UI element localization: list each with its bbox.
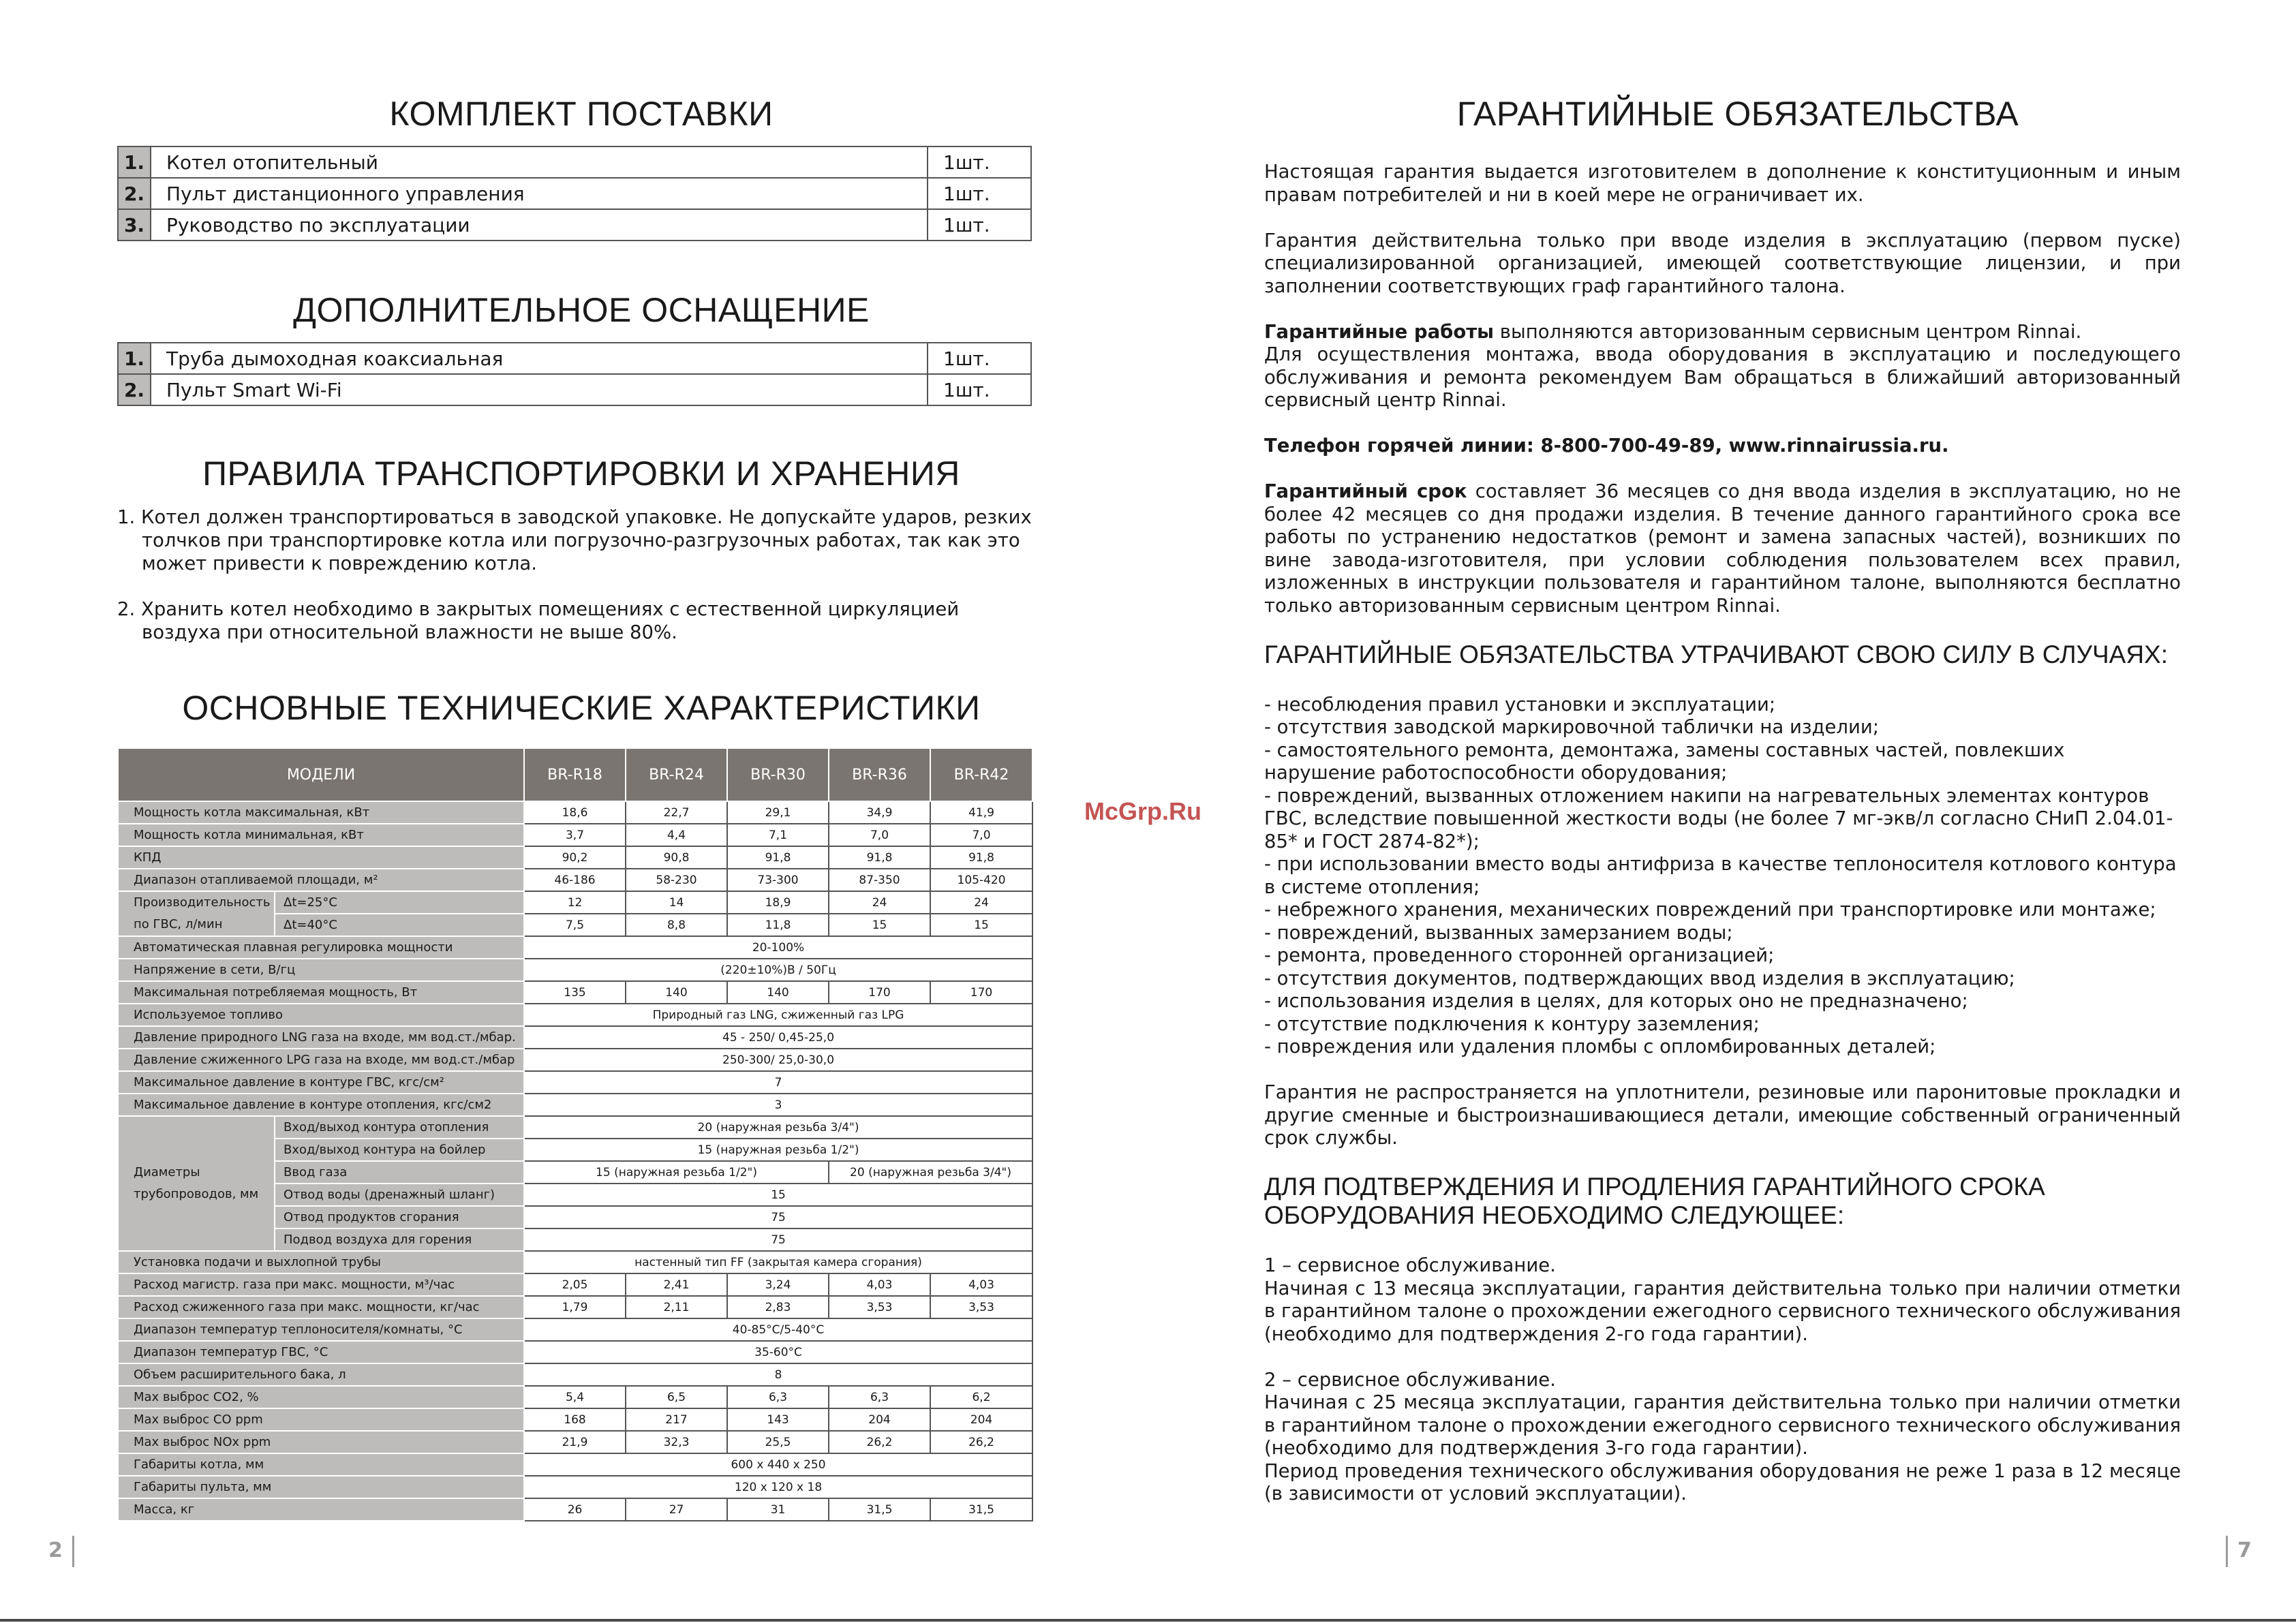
row-sublabel: Вход/выход контура отопления bbox=[275, 1116, 524, 1139]
cell-value: 168 bbox=[524, 1408, 626, 1431]
cell-value: 31 bbox=[727, 1498, 829, 1521]
cell-value: 120 х 120 х 18 bbox=[524, 1476, 1032, 1498]
cell-value: 143 bbox=[727, 1408, 829, 1431]
table-row bbox=[118, 936, 1032, 959]
row-label: Используемое топливо bbox=[118, 1004, 524, 1026]
cell-value: 45 - 250/ 0,45-25,0 bbox=[524, 1026, 1032, 1049]
rule-item: 1. Котел должен транспортироваться в заводской упаковке. Не допускайте ударов, резких толчков при транспортировке котла или погрузочно-разгрузочных работах, так как это может привести к повреждению котла. bbox=[117, 506, 1032, 574]
cell-value: 29,1 bbox=[727, 801, 829, 824]
cell-value: 1,79 bbox=[524, 1296, 626, 1318]
cell-value: 18,6 bbox=[524, 801, 626, 824]
cell-value: 26,2 bbox=[829, 1431, 930, 1453]
warranty-title: ГАРАНТИЙНЫЕ ОБЯЗАТЕЛЬСТВА bbox=[1456, 95, 2019, 133]
group-label-line: Диаметры bbox=[134, 1165, 200, 1179]
cell-value: 41,9 bbox=[930, 801, 1032, 824]
table-row bbox=[118, 1251, 1032, 1273]
row-number: 2. bbox=[118, 178, 151, 209]
paragraph-text: Для осуществления монтажа, ввода оборудования в эксплуатацию и последующего обслуживания и ремонта рекомендуем Вам обращаться в ближайший авторизованный сервисный центр Rinnai. bbox=[1264, 343, 2181, 411]
cell-value: 5,4 bbox=[524, 1386, 626, 1408]
cell-value: 18,9 bbox=[727, 891, 829, 914]
row-label: Давление природного LNG газа на входе, мм вод.ст./мбар. bbox=[118, 1026, 524, 1049]
cell-value: 11,8 bbox=[727, 914, 829, 936]
cell-value: (220±10%)В / 50Гц bbox=[524, 959, 1032, 981]
table-row bbox=[118, 374, 1031, 405]
cell-value: 75 bbox=[524, 1228, 1032, 1251]
list-item: - несоблюдения правил установки и эксплуатации; bbox=[1264, 693, 1776, 715]
table-row bbox=[118, 1296, 1032, 1318]
item-qty: 1шт. bbox=[928, 343, 1031, 374]
cell-value: 4,4 bbox=[626, 824, 727, 846]
cell-value: 135 bbox=[524, 981, 626, 1004]
cell-value: 6,3 bbox=[727, 1386, 829, 1408]
table-row bbox=[118, 343, 1031, 374]
page-number-divider bbox=[2226, 1536, 2228, 1567]
item-name: Котел отопительный bbox=[151, 146, 928, 178]
table-row bbox=[118, 1498, 1032, 1521]
list-item: - повреждения или удаления пломбы с опломбированных деталей; bbox=[1264, 1036, 1936, 1057]
row-label: КПД bbox=[118, 846, 524, 869]
row-label: Мощность котла максимальная, кВт bbox=[118, 801, 524, 824]
warranty-paragraph bbox=[1264, 321, 2181, 412]
row-label: Расход сжиженного газа при макс. мощности, кг/час bbox=[118, 1296, 524, 1318]
cell-value: 140 bbox=[626, 981, 727, 1004]
model-name: BR-R36 bbox=[829, 748, 930, 801]
cell-value: 4,03 bbox=[829, 1273, 930, 1296]
row-label: Max выброс NOx ppm bbox=[118, 1431, 524, 1453]
list-item: - самостоятельного ремонта, демонтажа, замены составных частей, повлекших нарушение работоспособности оборудования; bbox=[1264, 739, 2065, 784]
table-row bbox=[118, 1004, 1032, 1026]
row-label: Габариты котла, мм bbox=[118, 1453, 524, 1476]
extra-table bbox=[117, 342, 1032, 406]
cell-value: 40-85°С/5-40°С bbox=[524, 1318, 1032, 1341]
table-row bbox=[118, 1363, 1032, 1386]
bottom-rule bbox=[0, 1619, 2296, 1622]
item-name: Труба дымоходная коаксиальная bbox=[151, 343, 928, 374]
cell-value: 6,3 bbox=[829, 1386, 930, 1408]
cell-value: Природный газ LNG, сжиженный газ LPG bbox=[524, 1004, 1032, 1026]
row-sublabel: Δt=25°С bbox=[275, 891, 524, 914]
extra-title: ДОПОЛНИТЕЛЬНОЕ ОСНАЩЕНИЕ bbox=[293, 291, 870, 329]
cell-value: 91,8 bbox=[829, 846, 930, 869]
cell-value: 3,53 bbox=[930, 1296, 1032, 1318]
cell-value: 75 bbox=[524, 1206, 1032, 1228]
table-row bbox=[118, 178, 1031, 209]
page-number-right: 7 bbox=[2237, 1539, 2252, 1562]
row-label: Объем расширительного бака, л bbox=[118, 1363, 524, 1386]
cell-value: 204 bbox=[829, 1408, 930, 1431]
row-label: Максимальное давление в контуре отопления, кгс/см2 bbox=[118, 1094, 524, 1116]
cell-value: 8 bbox=[524, 1363, 1032, 1386]
table-row bbox=[118, 1049, 1032, 1071]
dhw-group-label bbox=[118, 891, 275, 936]
service-text: Начиная с 13 месяца эксплуатации, гарантия действительна только при наличии отметки в гарантийном талоне о прохождении ежегодного сервисного технического обслуживания (необходимо для подтверждения 2-го года гарантии). bbox=[1264, 1277, 2181, 1345]
table-row bbox=[118, 1341, 1032, 1363]
table-row bbox=[118, 209, 1031, 241]
row-label: Габариты пульта, мм bbox=[118, 1476, 524, 1498]
service-title: 1 – сервисное обслуживание. bbox=[1264, 1254, 1556, 1276]
table-row bbox=[118, 1116, 1032, 1139]
cell-value: 22,7 bbox=[626, 801, 727, 824]
row-label: Максимальная потребляемая мощность, Вт bbox=[118, 981, 524, 1004]
cell-value: 14 bbox=[626, 891, 727, 914]
cell-value: 32,3 bbox=[626, 1431, 727, 1453]
service-title: 2 – сервисное обслуживание. bbox=[1264, 1368, 1556, 1391]
cell-value: 4,03 bbox=[930, 1273, 1032, 1296]
row-number: 2. bbox=[118, 374, 151, 405]
row-label: Расход магистр. газа при макс. мощности, м³/час bbox=[118, 1273, 524, 1296]
table-header-row bbox=[118, 748, 1032, 801]
cell-value: настенный тип FF (закрытая камера сгорания) bbox=[524, 1251, 1032, 1273]
cell-value: 34,9 bbox=[829, 801, 930, 824]
cell-value: 2,05 bbox=[524, 1273, 626, 1296]
specs-title: ОСНОВНЫЕ ТЕХНИЧЕСКИЕ ХАРАКТЕРИСТИКИ bbox=[182, 689, 981, 727]
row-sublabel: Подвод воздуха для горения bbox=[275, 1228, 524, 1251]
cell-value: 2,83 bbox=[727, 1296, 829, 1318]
table-row bbox=[118, 869, 1032, 891]
table-row bbox=[118, 1071, 1032, 1094]
cell-value: 90,2 bbox=[524, 846, 626, 869]
table-row bbox=[118, 1026, 1032, 1049]
cell-value: 250-300/ 25,0-30,0 bbox=[524, 1049, 1032, 1071]
row-label: Установка подачи и выхлопной трубы bbox=[118, 1251, 524, 1273]
cell-value: 7,0 bbox=[930, 824, 1032, 846]
cell-value: 7 bbox=[524, 1071, 1032, 1094]
cell-value: 6,5 bbox=[626, 1386, 727, 1408]
table-row bbox=[118, 1386, 1032, 1408]
bold-term: Гарантийные работы bbox=[1264, 320, 1495, 343]
void-conditions-title: ГАРАНТИЙНЫЕ ОБЯЗАТЕЛЬСТВА УТРАЧИВАЮТ СВОЮ СИЛУ В СЛУЧАЯХ: bbox=[1264, 640, 2169, 668]
cell-value: 31,5 bbox=[829, 1498, 930, 1521]
warranty-paragraph: Гарантия действительна только при вводе изделия в эксплуатацию (первом пуске) специализированной организацией, имеющей соответствующие лицензии, и при заполнении соответствующих граф гарантийного талона. bbox=[1264, 229, 2181, 297]
transport-rules bbox=[117, 506, 1032, 666]
table-row bbox=[118, 981, 1032, 1004]
row-label: Диапазон отапливаемой площади, м² bbox=[118, 869, 524, 891]
row-sublabel: Вход/выход контура на бойлер bbox=[275, 1139, 524, 1161]
item-qty: 1шт. bbox=[928, 209, 1031, 241]
cell-value: 2,41 bbox=[626, 1273, 727, 1296]
table-row bbox=[118, 1476, 1032, 1498]
item-qty: 1шт. bbox=[928, 178, 1031, 209]
row-label: Автоматическая плавная регулировка мощности bbox=[118, 936, 524, 959]
cell-value: 24 bbox=[829, 891, 930, 914]
row-label: Диапазон температур теплоносителя/комнаты, °С bbox=[118, 1318, 524, 1341]
item-qty: 1шт. bbox=[928, 374, 1031, 405]
bold-term: Гарантийный срок bbox=[1264, 480, 1467, 502]
cell-value: 15 bbox=[829, 914, 930, 936]
watermark: McGrp.Ru bbox=[1084, 797, 1202, 825]
cell-value: 91,8 bbox=[930, 846, 1032, 869]
table-row bbox=[118, 1453, 1032, 1476]
cell-value: 7,0 bbox=[829, 824, 930, 846]
hotline bbox=[1264, 435, 2181, 458]
rule-item: 2. Хранить котел необходимо в закрытых помещениях с естественной циркуляцией воздуха при относительной влажности не выше 80%. bbox=[117, 598, 960, 643]
cell-value: 15 bbox=[524, 1184, 1032, 1206]
kit-title: КОМПЛЕКТ ПОСТАВКИ bbox=[389, 95, 774, 133]
row-label: Диапазон температур ГВС, °С bbox=[118, 1341, 524, 1363]
table-row bbox=[118, 1273, 1032, 1296]
list-item: - использования изделия в целях, для которых оно не предназначено; bbox=[1264, 990, 1968, 1012]
cell-value: 35-60°С bbox=[524, 1341, 1032, 1363]
model-name: BR-R30 bbox=[727, 748, 829, 801]
pipes-group-label bbox=[118, 1116, 275, 1251]
cell-value: 6,2 bbox=[930, 1386, 1032, 1408]
cell-value: 3,53 bbox=[829, 1296, 930, 1318]
cell-value: 8,8 bbox=[626, 914, 727, 936]
cell-value: 25,5 bbox=[727, 1431, 829, 1453]
model-name: BR-R24 bbox=[626, 748, 727, 801]
service-1 bbox=[1264, 1254, 2181, 1346]
row-label: Масса, кг bbox=[118, 1498, 524, 1521]
page-number-divider bbox=[72, 1536, 74, 1567]
warranty-paragraph bbox=[1264, 480, 2181, 617]
cell-value: 170 bbox=[829, 981, 930, 1004]
cell-value: 2,11 bbox=[626, 1296, 727, 1318]
cell-value: 26 bbox=[524, 1498, 626, 1521]
row-label: Давление сжиженного LPG газа на входе, мм вод.ст./мбар bbox=[118, 1049, 524, 1071]
list-item: - небрежного хранения, механических повреждений при транспортировке или монтаже; bbox=[1264, 899, 2156, 921]
cell-value: 26,2 bbox=[930, 1431, 1032, 1453]
cell-value: 58-230 bbox=[626, 869, 727, 891]
row-sublabel: Отвод воды (дренажный шланг) bbox=[275, 1184, 524, 1206]
item-name: Пульт дистанционного управления bbox=[151, 178, 928, 209]
row-number: 1. bbox=[118, 343, 151, 374]
model-name: BR-R18 bbox=[524, 748, 626, 801]
list-item: - отсутствия заводской маркировочной таблички на изделии; bbox=[1264, 716, 1879, 738]
cell-value: 3,24 bbox=[727, 1273, 829, 1296]
cell-value: 7,1 bbox=[727, 824, 829, 846]
item-name: Руководство по эксплуатации bbox=[151, 209, 928, 241]
hotline-text: Телефон горячей линии: 8-800-700-49-89, www.rinnairussia.ru. bbox=[1264, 435, 1949, 457]
cell-value: 90,8 bbox=[626, 846, 727, 869]
models-header: МОДЕЛИ bbox=[118, 748, 524, 801]
transport-title: ПРАВИЛА ТРАНСПОРТИРОВКИ И ХРАНЕНИЯ bbox=[202, 454, 960, 493]
table-row bbox=[118, 1408, 1032, 1431]
cell-value: 7,5 bbox=[524, 914, 626, 936]
cell-value: 21,9 bbox=[524, 1431, 626, 1453]
item-qty: 1шт. bbox=[928, 146, 1031, 178]
cell-value: 15 bbox=[930, 914, 1032, 936]
cell-value: 170 bbox=[930, 981, 1032, 1004]
list-item: - при использовании вместо воды антифриза в качестве теплоносителя котлового контура в системе отопления; bbox=[1264, 853, 2177, 898]
item-name: Пульт Smart Wi-Fi bbox=[151, 374, 928, 405]
table-row bbox=[118, 846, 1032, 869]
void-conditions-list bbox=[1264, 694, 2181, 1059]
cell-value: 20 (наружная резьба 3/4") bbox=[524, 1116, 1032, 1139]
cell-value: 217 bbox=[626, 1408, 727, 1431]
warranty-paragraph: Настоящая гарантия выдается изготовителем в дополнение к конституционным и иным правам потребителей и ни в коей мере не ограничивает их. bbox=[1264, 161, 2181, 206]
table-row bbox=[118, 801, 1032, 824]
cell-value: 87-350 bbox=[829, 869, 930, 891]
table-row bbox=[118, 1318, 1032, 1341]
kit-table bbox=[117, 146, 1032, 241]
cell-value: 20-100% bbox=[524, 936, 1032, 959]
table-row bbox=[118, 1431, 1032, 1453]
cell-value: 15 (наружная резьба 1/2") bbox=[524, 1161, 829, 1184]
cell-value: 46-186 bbox=[524, 869, 626, 891]
cell-value: 24 bbox=[930, 891, 1032, 914]
row-number: 1. bbox=[118, 146, 151, 178]
group-label-line: Производительность bbox=[134, 895, 271, 910]
list-item: - отсутствие подключения к контуру заземления; bbox=[1264, 1013, 1760, 1035]
cell-value: 12 bbox=[524, 891, 626, 914]
specs-table bbox=[117, 747, 1033, 1521]
confirm-title: ДЛЯ ПОДТВЕРЖДЕНИЯ И ПРОДЛЕНИЯ ГАРАНТИЙНОГО СРОКА ОБОРУДОВАНИЯ НЕОБХОДИМО СЛЕДУЮЩЕЕ: bbox=[1264, 1173, 2045, 1229]
cell-value: 3 bbox=[524, 1094, 1032, 1116]
cell-value: 105-420 bbox=[930, 869, 1032, 891]
service-text: Период проведения технического обслуживания оборудования не реже 1 раза в 12 месяце (в зависимости от условий эксплуатации). bbox=[1264, 1459, 2181, 1504]
row-label: Напряжение в сети, В/гц bbox=[118, 959, 524, 981]
row-label: Максимальное давление в контуре ГВС, кгс/см² bbox=[118, 1071, 524, 1094]
list-item: - повреждений, вызванных отложением накипи на нагревательных элементах контуров ГВС, вследствие повышенной жесткости воды (не более 7 мг-экв/л согласно СНиП 2.04.01-85* и ГОСТ 2874-82*); bbox=[1264, 784, 2173, 852]
row-sublabel: Δt=40°С bbox=[275, 914, 524, 936]
warranty-paragraph: Гарантия не распространяется на уплотнители, резиновые или паронитовые прокладки и другие сменные и быстроизнашивающиеся детали, имеющие собственный ограниченный срок службы. bbox=[1264, 1081, 2181, 1149]
cell-value: 600 х 440 х 250 bbox=[524, 1453, 1032, 1476]
warranty-text bbox=[1264, 161, 2181, 1528]
table-row bbox=[118, 146, 1031, 178]
row-number: 3. bbox=[118, 209, 151, 241]
cell-value: 73-300 bbox=[727, 869, 829, 891]
paragraph-text: составляет 36 месяцев со дня ввода изделия в эксплуатацию, но не более 42 месяцев со дня продажи изделия. В течение данного гарантийного срока все работы по устранению недостатков (ремонт и замена запасных частей), возникших по вине завода-изготовителя, при условии соблюдения пользователем всех правил, изложенных в инструкции пользователя и гарантийном талоне, выполняются бесплатно только авторизованным сервисным центром Rinnai. bbox=[1264, 480, 2181, 617]
table-row bbox=[118, 959, 1032, 981]
table-row bbox=[118, 1094, 1032, 1116]
cell-value: 91,8 bbox=[727, 846, 829, 869]
row-sublabel: Ввод газа bbox=[275, 1161, 524, 1184]
cell-value: 20 (наружная резьба 3/4") bbox=[829, 1161, 1032, 1184]
cell-value: 27 bbox=[626, 1498, 727, 1521]
row-label: Мощность котла минимальная, кВт bbox=[118, 824, 524, 846]
paragraph-text: выполняются авторизованным сервисным центром Rinnai. bbox=[1494, 320, 2082, 343]
row-label: Max выброс CO2, % bbox=[118, 1386, 524, 1408]
group-label-line: по ГВС, л/мин bbox=[134, 917, 223, 931]
row-label: Max выброс CO ppm bbox=[118, 1408, 524, 1431]
list-item: - ремонта, проведенного сторонней организацией; bbox=[1264, 944, 1775, 966]
cell-value: 204 bbox=[930, 1408, 1032, 1431]
cell-value: 140 bbox=[727, 981, 829, 1004]
cell-value: 3,7 bbox=[524, 824, 626, 846]
page-number-left: 2 bbox=[48, 1539, 63, 1562]
model-name: BR-R42 bbox=[930, 748, 1032, 801]
list-item: - повреждений, вызванных замерзанием воды; bbox=[1264, 921, 1733, 944]
service-text: Начиная с 25 месяца эксплуатации, гарантия действительна только при наличии отметки в гарантийном талоне о прохождении ежегодного сервисного технического обслуживания (необходимо для подтверждения 3-го года гарантии). bbox=[1264, 1391, 2181, 1459]
row-sublabel: Отвод продуктов сгорания bbox=[275, 1206, 524, 1228]
list-item: - отсутствия документов, подтверждающих ввод изделия в эксплуатацию; bbox=[1264, 967, 2015, 989]
table-row bbox=[118, 891, 1032, 914]
service-2 bbox=[1264, 1369, 2181, 1506]
cell-value: 31,5 bbox=[930, 1498, 1032, 1521]
group-label-line: трубопроводов, мм bbox=[134, 1187, 259, 1201]
table-row bbox=[118, 824, 1032, 846]
cell-value: 15 (наружная резьба 1/2") bbox=[524, 1139, 1032, 1161]
